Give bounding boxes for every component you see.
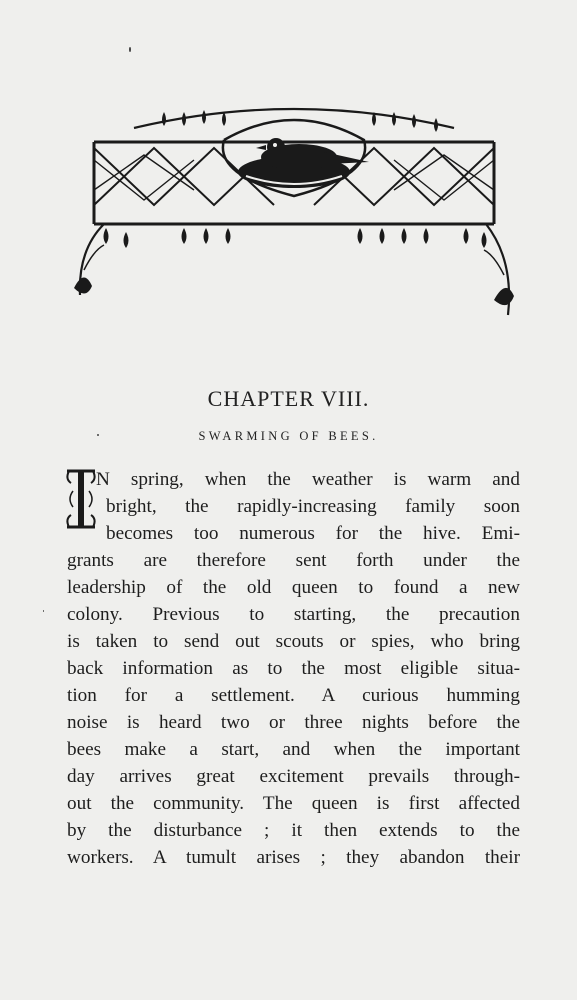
text-line-10: noise is heard two or three nights before the	[67, 712, 520, 733]
text-line-4: grants are therefore sent forth under the	[67, 550, 520, 571]
text-line-9: tion for a settlement. A curious humming	[67, 685, 520, 706]
text-line-12: day arrives great excitement prevails through-	[67, 766, 520, 787]
text-line-15: workers. A tumult arises ; they abandon their	[67, 847, 520, 868]
drop-cap	[63, 465, 99, 533]
nest-bird-vignette-icon	[74, 100, 514, 325]
text-line-2: bright, the rapidly-increasing family soon	[106, 496, 520, 517]
text-line-6: colony. Previous to starting, the precaution	[67, 604, 520, 625]
text-line-1: N spring, when the weather is warm and	[96, 469, 520, 490]
text-line-7: is taken to send out scouts or spies, who bring	[67, 631, 520, 652]
text-line-8: back information as to the most eligible situa-	[67, 658, 520, 679]
text-line-14: by the disturbance ; it then extends to the	[67, 820, 520, 841]
text-line-3: becomes too numerous for the hive. Emi-	[106, 523, 520, 544]
chapter-subtitle: SWARMING OF BEES.	[198, 429, 379, 443]
chapter-title: CHAPTER VIII.	[207, 386, 370, 411]
text-line-11: bees make a start, and when the important	[67, 739, 520, 760]
text-line-5: leadership of the old queen to found a new	[67, 577, 520, 598]
chapter-head-ornament	[74, 100, 514, 325]
ink-speck	[129, 47, 131, 52]
ink-speck	[43, 610, 44, 612]
ornate-initial-i-icon	[63, 465, 99, 533]
text-line-13: out the community. The queen is first affected	[67, 793, 520, 814]
